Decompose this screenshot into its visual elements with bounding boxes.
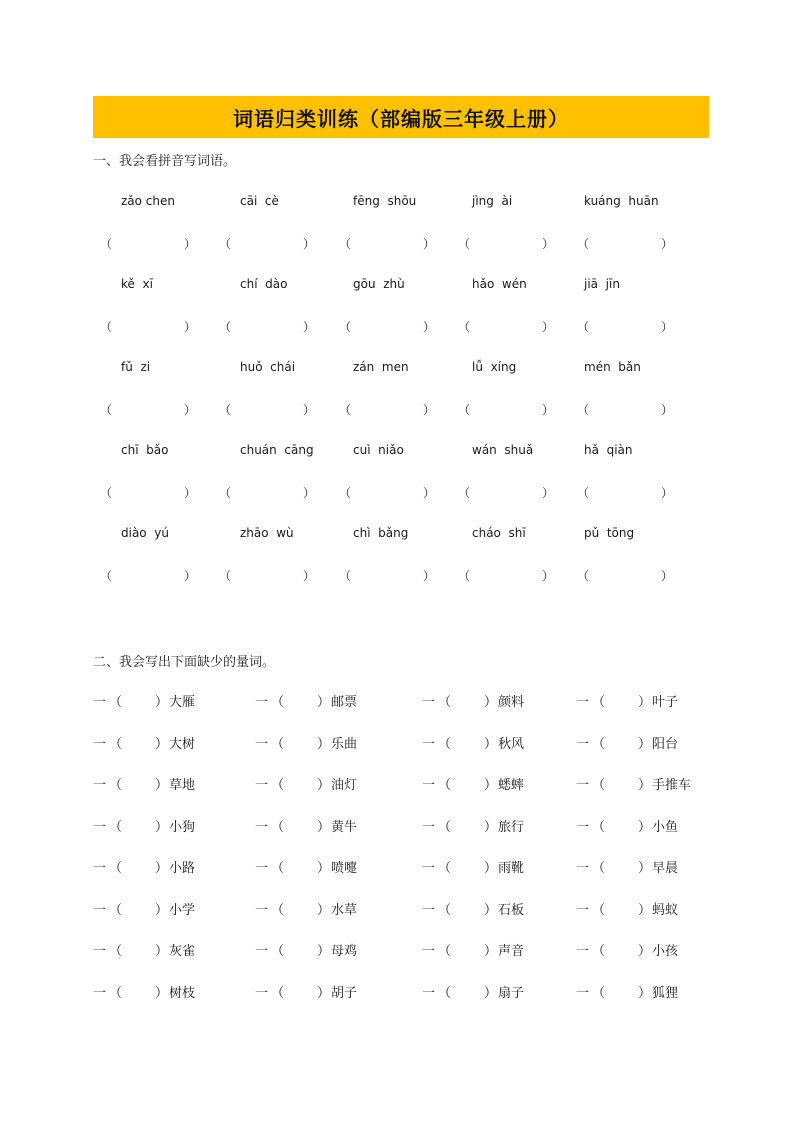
open-paren: （ (438, 902, 452, 918)
pinyin-prompt: chuán cāng (240, 443, 314, 457)
noun-word: 邮票 (331, 695, 358, 710)
measure-word-row (0, 733, 793, 753)
answer-row (0, 235, 793, 255)
close-paren: ） (638, 819, 652, 835)
noun-word: 母鸡 (331, 944, 358, 959)
noun-word: 蟋蟀 (498, 778, 525, 793)
close-paren: ） (484, 902, 498, 918)
open-paren: （ (438, 695, 452, 710)
close-paren: ） (484, 819, 498, 835)
pinyin-row (0, 360, 793, 380)
open-paren: （ (109, 695, 123, 710)
pinyin-row (0, 194, 793, 214)
measure-word-row (0, 857, 793, 877)
close-paren: ） (422, 320, 435, 334)
open-paren: （ (109, 736, 123, 752)
open-paren: （ (271, 944, 285, 959)
pinyin-prompt: huǒ chái (240, 360, 296, 374)
pinyin-prompt: hǎ qiàn (584, 443, 633, 457)
close-paren: ） (155, 819, 169, 835)
noun-word: 秋风 (498, 736, 525, 752)
pinyin-prompt: wán shuǎ (472, 443, 534, 457)
number-one: 一 (576, 819, 590, 835)
close-paren: ） (183, 486, 196, 500)
pinyin-row (0, 526, 793, 546)
noun-word: 水草 (331, 902, 358, 918)
close-paren: ） (660, 486, 673, 500)
open-paren: （ (109, 985, 123, 1001)
number-one: 一 (422, 861, 436, 876)
open-paren: （ (271, 736, 285, 752)
noun-word: 雨靴 (498, 861, 525, 876)
pinyin-prompt: mén bǎn (584, 360, 641, 374)
open-paren: （ (109, 861, 123, 876)
open-paren: （ (592, 944, 606, 959)
open-paren: （ (339, 403, 352, 417)
pinyin-prompt: diào yú (121, 526, 169, 540)
close-paren: ） (638, 902, 652, 918)
pinyin-prompt: zǎo chen (121, 194, 175, 208)
pinyin-prompt: chí dào (240, 277, 288, 291)
measure-word-row (0, 982, 793, 1002)
open-paren: （ (592, 736, 606, 752)
answer-row (0, 484, 793, 504)
page-title: 词语归类训练（部编版三年级上册） (233, 106, 569, 131)
answer-row (0, 318, 793, 338)
number-one: 一 (255, 985, 269, 1001)
number-one: 一 (576, 736, 590, 752)
close-paren: ） (302, 237, 315, 251)
noun-word: 灰雀 (169, 944, 196, 959)
open-paren: （ (271, 778, 285, 793)
close-paren: ） (484, 736, 498, 752)
close-paren: ） (155, 736, 169, 752)
noun-word: 胡子 (331, 985, 358, 1001)
open-paren: （ (577, 569, 590, 583)
close-paren: ） (183, 403, 196, 417)
close-paren: ） (638, 736, 652, 752)
number-one: 一 (255, 778, 269, 793)
open-paren: （ (109, 944, 123, 959)
number-one: 一 (422, 736, 436, 752)
pinyin-prompt: hǎo wén (472, 277, 527, 291)
section1-heading: 一、我会看拼音写词语。 (93, 154, 237, 169)
noun-word: 小路 (169, 861, 196, 876)
number-one: 一 (422, 944, 436, 959)
open-paren: （ (577, 403, 590, 417)
close-paren: ） (183, 237, 196, 251)
open-paren: （ (109, 819, 123, 835)
number-one: 一 (255, 819, 269, 835)
close-paren: ） (317, 902, 331, 918)
pinyin-prompt: jìng ài (472, 194, 513, 208)
open-paren: （ (438, 819, 452, 835)
close-paren: ） (660, 320, 673, 334)
pinyin-prompt: lǚ xíng (472, 360, 517, 374)
noun-word: 早晨 (652, 861, 679, 876)
open-paren: （ (271, 695, 285, 710)
number-one: 一 (93, 778, 107, 793)
close-paren: ） (660, 237, 673, 251)
open-paren: （ (339, 237, 352, 251)
measure-word-row (0, 774, 793, 794)
noun-word: 树枝 (169, 985, 196, 1001)
close-paren: ） (484, 944, 498, 959)
close-paren: ） (541, 486, 554, 500)
open-paren: （ (100, 320, 113, 334)
number-one: 一 (422, 695, 436, 710)
noun-word: 大雁 (169, 695, 196, 710)
close-paren: ） (317, 819, 331, 835)
pinyin-prompt: zán men (353, 360, 409, 374)
noun-word: 手推车 (652, 778, 692, 793)
close-paren: ） (638, 944, 652, 959)
number-one: 一 (93, 695, 107, 710)
number-one: 一 (422, 902, 436, 918)
measure-word-row (0, 816, 793, 836)
number-one: 一 (576, 778, 590, 793)
open-paren: （ (592, 778, 606, 793)
open-paren: （ (577, 237, 590, 251)
close-paren: ） (484, 861, 498, 876)
noun-word: 蚂蚁 (652, 902, 679, 918)
open-paren: （ (592, 861, 606, 876)
close-paren: ） (317, 695, 331, 710)
pinyin-prompt: kě xī (121, 277, 153, 291)
close-paren: ） (422, 569, 435, 583)
pinyin-prompt: zhāo wù (240, 526, 294, 540)
noun-word: 扇子 (498, 985, 525, 1001)
noun-word: 狐狸 (652, 985, 679, 1001)
open-paren: （ (271, 819, 285, 835)
open-paren: （ (458, 486, 471, 500)
open-paren: （ (219, 403, 232, 417)
close-paren: ） (155, 778, 169, 793)
close-paren: ） (183, 320, 196, 334)
title-banner (93, 96, 709, 138)
open-paren: （ (438, 944, 452, 959)
number-one: 一 (93, 819, 107, 835)
close-paren: ） (155, 861, 169, 876)
open-paren: （ (438, 778, 452, 793)
close-paren: ） (155, 695, 169, 710)
number-one: 一 (93, 902, 107, 918)
close-paren: ） (484, 695, 498, 710)
number-one: 一 (93, 944, 107, 959)
open-paren: （ (339, 320, 352, 334)
close-paren: ） (155, 985, 169, 1001)
answer-row (0, 567, 793, 587)
open-paren: （ (592, 985, 606, 1001)
noun-word: 油灯 (331, 778, 358, 793)
number-one: 一 (576, 985, 590, 1001)
pinyin-prompt: gōu zhù (353, 277, 405, 291)
open-paren: （ (100, 403, 113, 417)
pinyin-row (0, 443, 793, 463)
pinyin-prompt: cháo shī (472, 526, 526, 540)
pinyin-prompt: chī bǎo (121, 443, 169, 457)
pinyin-prompt: kuáng huān (584, 194, 659, 208)
open-paren: （ (458, 320, 471, 334)
pinyin-prompt: fǔ zi (121, 360, 151, 374)
noun-word: 声音 (498, 944, 525, 959)
open-paren: （ (438, 985, 452, 1001)
number-one: 一 (576, 902, 590, 918)
open-paren: （ (458, 403, 471, 417)
open-paren: （ (109, 778, 123, 793)
open-paren: （ (592, 902, 606, 918)
number-one: 一 (255, 861, 269, 876)
close-paren: ） (638, 695, 652, 710)
close-paren: ） (484, 985, 498, 1001)
noun-word: 小鱼 (652, 819, 679, 835)
pinyin-prompt: jiā jīn (584, 277, 620, 291)
close-paren: ） (422, 486, 435, 500)
number-one: 一 (93, 985, 107, 1001)
close-paren: ） (155, 902, 169, 918)
noun-word: 喷嚏 (331, 861, 358, 876)
close-paren: ） (302, 320, 315, 334)
open-paren: （ (339, 569, 352, 583)
measure-word-row (0, 899, 793, 919)
open-paren: （ (219, 320, 232, 334)
number-one: 一 (576, 695, 590, 710)
noun-word: 草地 (169, 778, 196, 793)
open-paren: （ (100, 486, 113, 500)
open-paren: （ (458, 569, 471, 583)
close-paren: ） (155, 944, 169, 959)
noun-word: 旅行 (498, 819, 525, 835)
number-one: 一 (422, 985, 436, 1001)
close-paren: ） (660, 569, 673, 583)
open-paren: （ (592, 695, 606, 710)
pinyin-prompt: pǔ tōng (584, 526, 635, 540)
noun-word: 小学 (169, 902, 196, 918)
pinyin-prompt: cuì niǎo (353, 443, 404, 457)
close-paren: ） (541, 237, 554, 251)
measure-word-row (0, 691, 793, 711)
number-one: 一 (422, 819, 436, 835)
pinyin-prompt: cāi cè (240, 194, 279, 208)
pinyin-prompt: fēng shōu (353, 194, 417, 208)
close-paren: ） (422, 237, 435, 251)
open-paren: （ (219, 486, 232, 500)
open-paren: （ (339, 486, 352, 500)
close-paren: ） (317, 736, 331, 752)
open-paren: （ (109, 902, 123, 918)
noun-word: 小孩 (652, 944, 679, 959)
close-paren: ） (317, 985, 331, 1001)
noun-word: 大树 (169, 736, 196, 752)
number-one: 一 (255, 736, 269, 752)
noun-word: 乐曲 (331, 736, 358, 752)
measure-word-row (0, 940, 793, 960)
pinyin-row (0, 277, 793, 297)
noun-word: 小狗 (169, 819, 196, 835)
open-paren: （ (577, 486, 590, 500)
answer-row (0, 401, 793, 421)
section2-heading: 二、我会写出下面缺少的量词。 (93, 655, 276, 670)
number-one: 一 (255, 695, 269, 710)
close-paren: ） (183, 569, 196, 583)
close-paren: ） (541, 569, 554, 583)
noun-word: 黄牛 (331, 819, 358, 835)
close-paren: ） (660, 403, 673, 417)
open-paren: （ (271, 985, 285, 1001)
number-one: 一 (93, 861, 107, 876)
open-paren: （ (458, 237, 471, 251)
number-one: 一 (422, 778, 436, 793)
noun-word: 石板 (498, 902, 525, 918)
close-paren: ） (638, 778, 652, 793)
close-paren: ） (302, 569, 315, 583)
open-paren: （ (592, 819, 606, 835)
open-paren: （ (219, 569, 232, 583)
close-paren: ） (302, 403, 315, 417)
close-paren: ） (638, 985, 652, 1001)
noun-word: 叶子 (652, 695, 679, 710)
close-paren: ） (541, 320, 554, 334)
open-paren: （ (219, 237, 232, 251)
open-paren: （ (100, 237, 113, 251)
open-paren: （ (577, 320, 590, 334)
open-paren: （ (271, 861, 285, 876)
close-paren: ） (638, 861, 652, 876)
close-paren: ） (317, 861, 331, 876)
pinyin-prompt: chì bǎng (353, 526, 409, 540)
close-paren: ） (302, 486, 315, 500)
close-paren: ） (317, 778, 331, 793)
number-one: 一 (255, 944, 269, 959)
close-paren: ） (484, 778, 498, 793)
open-paren: （ (271, 902, 285, 918)
open-paren: （ (438, 736, 452, 752)
number-one: 一 (576, 944, 590, 959)
close-paren: ） (541, 403, 554, 417)
number-one: 一 (576, 861, 590, 876)
number-one: 一 (255, 902, 269, 918)
open-paren: （ (100, 569, 113, 583)
number-one: 一 (93, 736, 107, 752)
noun-word: 颜料 (498, 695, 525, 710)
close-paren: ） (317, 944, 331, 959)
open-paren: （ (438, 861, 452, 876)
noun-word: 阳台 (652, 736, 679, 752)
close-paren: ） (422, 403, 435, 417)
